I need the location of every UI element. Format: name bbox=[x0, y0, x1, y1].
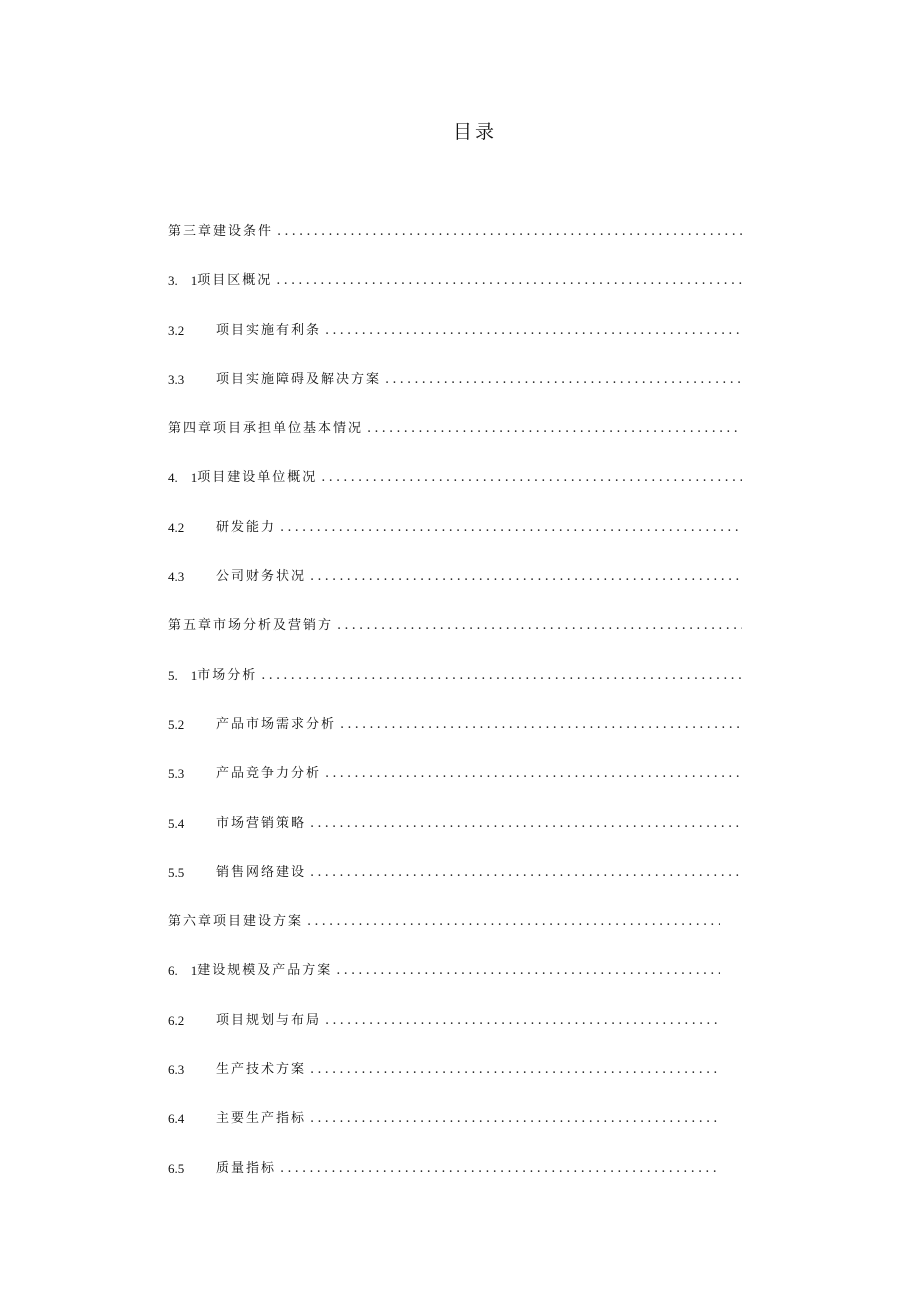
toc-leader-dots bbox=[367, 419, 742, 439]
toc-entry-number: 3.2 bbox=[168, 322, 185, 338]
toc-entry-number: 6.5 bbox=[168, 1160, 185, 1176]
toc-entry[interactable] bbox=[168, 912, 720, 961]
toc-leader-dots bbox=[310, 1060, 720, 1080]
toc-entry[interactable] bbox=[168, 1159, 720, 1208]
toc-entry-label: 研发能力 bbox=[216, 519, 277, 535]
toc-entry-label: 第六章项目建设方案 bbox=[168, 914, 304, 930]
toc-entry-number: 6. 1 bbox=[168, 963, 198, 979]
page-title: 目录 bbox=[452, 121, 497, 143]
toc-entry-label: 项目实施有利条 bbox=[216, 322, 322, 338]
toc-leader-dots bbox=[307, 912, 720, 932]
toc-leader-dots bbox=[276, 271, 742, 291]
toc-entry[interactable] bbox=[168, 271, 742, 320]
toc-entry[interactable] bbox=[168, 222, 742, 271]
toc-leader-dots bbox=[340, 715, 742, 735]
toc-entry-number: 6.3 bbox=[168, 1062, 185, 1078]
toc-entry-number: 3.3 bbox=[168, 371, 185, 387]
toc-entry-label: 市场分析 bbox=[197, 667, 258, 683]
toc-entry-number: 4.2 bbox=[168, 519, 185, 535]
toc-entry-label: 产品竞争力分析 bbox=[216, 766, 322, 782]
toc-leader-dots bbox=[261, 666, 742, 686]
toc-leader-dots bbox=[336, 961, 720, 981]
toc-entry-label: 质量指标 bbox=[216, 1160, 277, 1176]
toc-entry[interactable] bbox=[168, 1011, 720, 1060]
toc-entry[interactable] bbox=[168, 468, 742, 517]
toc-leader-dots bbox=[280, 1159, 720, 1179]
toc-leader-dots bbox=[310, 567, 742, 587]
toc-entry-label: 公司财务状况 bbox=[216, 569, 307, 585]
toc-entry[interactable] bbox=[168, 666, 742, 715]
toc-entry-label: 第五章市场分析及营销方 bbox=[168, 618, 334, 634]
toc-entry[interactable] bbox=[168, 321, 742, 370]
toc-entry-label: 项目规划与布局 bbox=[216, 1012, 322, 1028]
toc-entry-number: 6.2 bbox=[168, 1012, 185, 1028]
toc-leader-dots bbox=[310, 814, 742, 834]
toc-entry-number: 5.3 bbox=[168, 766, 185, 782]
toc-entry-label: 第三章建设条件 bbox=[168, 224, 274, 239]
toc-entry-label: 项目建设单位概况 bbox=[197, 470, 318, 486]
toc-entry[interactable] bbox=[168, 764, 742, 813]
toc-leader-dots bbox=[337, 616, 742, 636]
toc-entry-label: 项目实施障碍及解决方案 bbox=[216, 371, 382, 387]
toc-leader-dots bbox=[321, 468, 742, 488]
toc-leader-dots bbox=[325, 1011, 720, 1031]
toc-entry-number: 4.3 bbox=[168, 569, 185, 585]
toc-entry[interactable] bbox=[168, 616, 742, 665]
toc-entry[interactable] bbox=[168, 370, 742, 419]
toc-entry-label: 市场营销策略 bbox=[216, 815, 307, 831]
toc-leader-dots bbox=[277, 222, 742, 242]
toc-entry-label: 第四章项目承担单位基本情况 bbox=[168, 421, 364, 437]
toc-entry-number: 5.5 bbox=[168, 864, 185, 880]
toc-entry-label: 建设规模及产品方案 bbox=[197, 963, 333, 979]
toc-entry[interactable] bbox=[168, 863, 742, 912]
toc-entry[interactable] bbox=[168, 567, 742, 616]
toc-entry[interactable] bbox=[168, 961, 720, 1010]
toc-entry-number: 5.4 bbox=[168, 815, 185, 831]
toc-entry[interactable] bbox=[168, 715, 742, 764]
toc-entry-number: 5. 1 bbox=[168, 667, 198, 683]
toc-entry-label: 项目区概况 bbox=[197, 273, 273, 289]
toc-entry-label: 产品市场需求分析 bbox=[216, 716, 337, 732]
toc-entry[interactable] bbox=[168, 814, 742, 863]
toc-entry-number: 4. 1 bbox=[168, 470, 198, 486]
toc-entry[interactable] bbox=[168, 518, 742, 567]
toc-entry-number: 5.2 bbox=[168, 716, 185, 732]
toc-leader-dots bbox=[385, 370, 742, 390]
toc-entry[interactable] bbox=[168, 419, 742, 468]
toc-leader-dots bbox=[280, 518, 742, 538]
toc-entry-label: 主要生产指标 bbox=[216, 1111, 307, 1127]
toc-entry-number: 3. 1 bbox=[168, 273, 198, 289]
toc-leader-dots bbox=[310, 863, 742, 883]
toc-leader-dots bbox=[325, 764, 742, 784]
toc-entry[interactable] bbox=[168, 1060, 720, 1109]
toc-entry-number: 6.4 bbox=[168, 1111, 185, 1127]
toc-leader-dots bbox=[325, 321, 742, 341]
toc-entry-label: 销售网络建设 bbox=[216, 864, 307, 880]
table-of-contents bbox=[168, 222, 742, 1208]
toc-entry-label: 生产技术方案 bbox=[216, 1062, 307, 1078]
toc-entry[interactable] bbox=[168, 1109, 720, 1158]
toc-leader-dots bbox=[310, 1109, 720, 1129]
